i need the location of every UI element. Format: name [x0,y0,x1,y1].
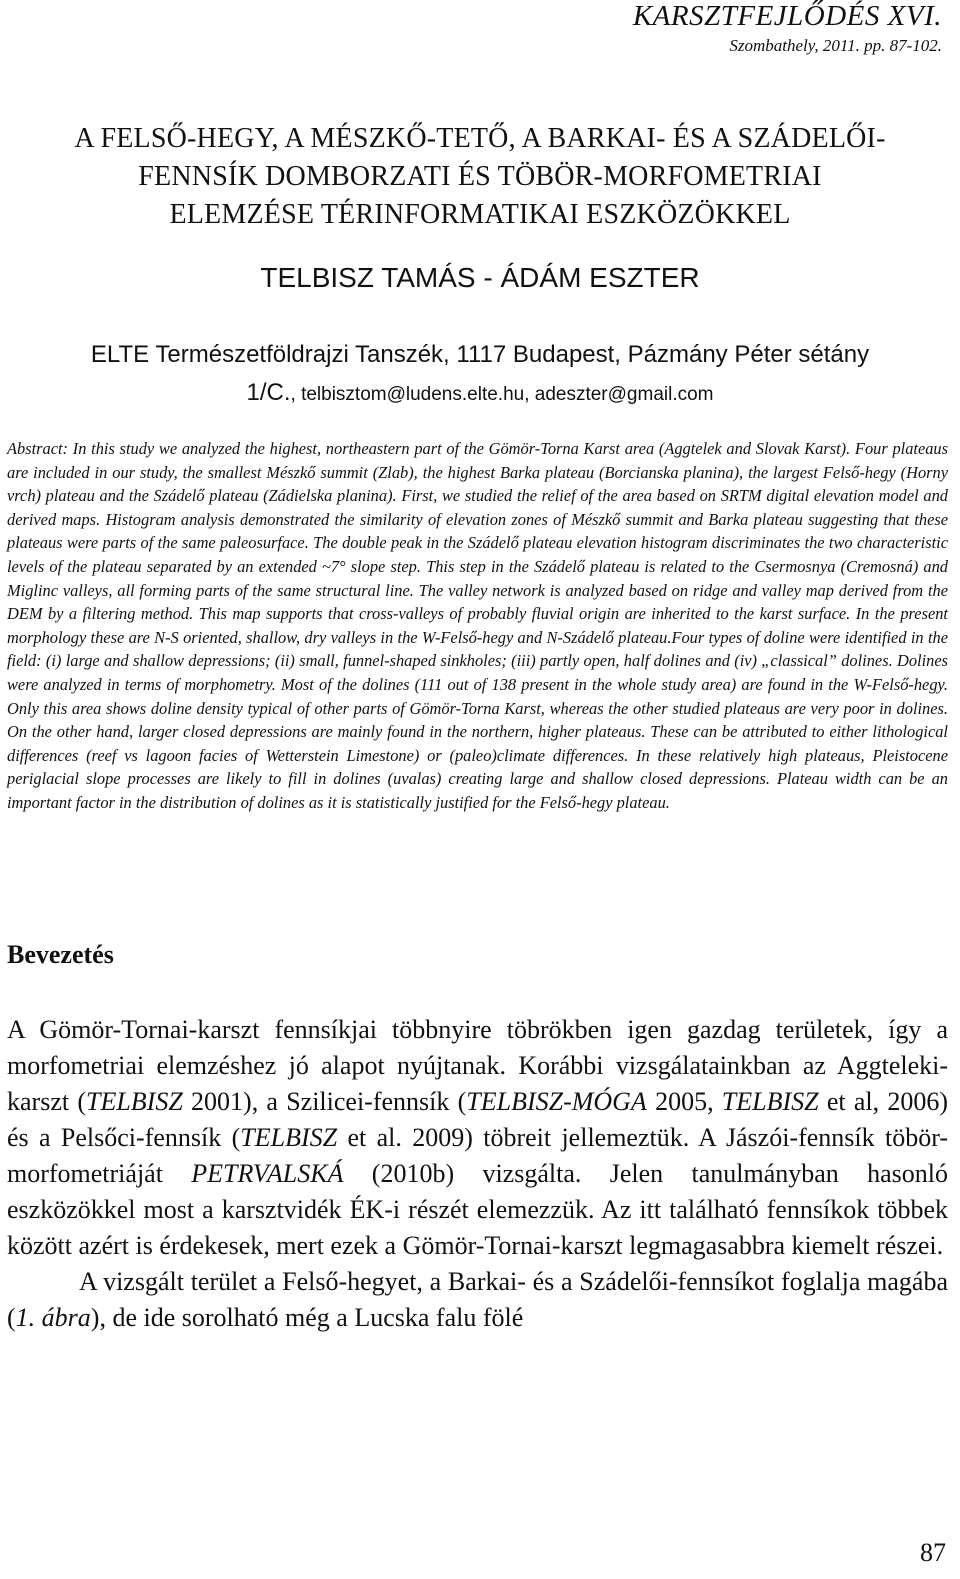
figure-reference: 1. ábra [15,1303,91,1332]
abstract: Abstract: In this study we analyzed the highest, northeastern part of the Gömör-Torna Karst area (Aggtelek and Slovak Karst). Four plateaus are included in our study, the smallest Mészkő summit (Zlab), the highest Barka plateau (Borcianska planina), the largest Felső-hegy (Horny vrch) plateau and the Szádelő plateau (Zádielska planina). First, we studied the relief of the area based on SRTM digital elevation model and derived maps. Histogram analysis demonstrated the similarity of elevation zones of Mészkő summit and Barka plateau suggesting that these plateaus were parts of the same paleosurface. The double peak in the Szádelő plateau elevation histogram discriminates the two characteristic levels of the plateau separated by an extended ~7° slope step. This step in the Szádelő plateau is related to the Csermosnya (Cremosná) and Miglinc valleys, all forming parts of the same structural line. The valley network is analyzed based on ridge and valley map derived from the DEM by a filtering method. This map supports that cross-valleys of probably fluvial origin are inherited to the karst surface. In the present morphology these are N-S oriented, shallow, dry valleys in the W-Felső-hegy and N-Szádelő plateau.Four types of doline were identified in the field: (i) large and shallow depressions; (ii) small, funnel-shaped sinkholes; (iii) partly open, half dolines and (iv) „classical” dolines. Dolines were analyzed in terms of morphometry. Most of the dolines (111 out of 138 present in the whole study area) are found in the W-Felső-hegy. Only this area shows doline density typical of other parts of Gömör-Torna Karst, whereas the other studied plateaus are very poor in dolines. On the other hand, larger closed depressions are mainly found in the northern, higher plateaus. These can be attributed to either lithological differences (reef vs lagoon facies of Wetterstein Limestone) or (paleo)climate differences. In these relatively high plateaus, Pleistocene periglacial slope processes are likely to fill in dolines (uvalas) creating large and shallow closed depressions. Plateau width can be an important factor in the distribution of dolines as it is statistically justified for the Felső-hegy plateau. [7,439,948,812]
running-head [633,2,942,54]
author-emails: , telbisztom@ludens.elte.hu, adeszter@gmail.com [290,384,714,405]
citation-telbisz-moga: TELBISZ-MÓGA [466,1087,647,1116]
authors: TELBISZ TAMÁS - ÁDÁM ESZTER [260,262,700,293]
p1-text-2: 2001), a Szilicei-fennsík ( [182,1087,467,1116]
citation-telbisz-2006: TELBISZ [721,1087,819,1116]
p1-text-4: et al, 2006) és a Pelsőci-fennsík ( [7,1087,948,1152]
citation-telbisz-2001: TELBISZ [85,1087,183,1116]
journal-title: KARSZTFEJLŐDÉS XVI. [632,0,942,32]
p2-text-1: A vizsgált terület a Felső-hegyet, a Barkai- és a Szádelői-fennsíkot foglalja magába ( [7,1267,948,1332]
paper-title-line-1: A FELSŐ-HEGY, A MÉSZKŐ-TETŐ, A BARKAI- ÉS A SZÁDELŐI- [74,123,886,154]
p1-text-1: A Gömör-Tornai-karszt fennsíkjai többnyire töbrökben igen gazdag területek, így a morfometriai elemzéshez jó alapot nyújtanak. Korábbi vizsgálatainkban az Aggteleki-karszt ( [7,1015,948,1116]
paragraph-1 [7,1012,948,1264]
paper-title [0,120,960,234]
p1-text-3: 2005, [646,1087,722,1116]
body-text [7,1012,948,1336]
p1-text-6: (2010b) vizsgálta. Jelen tanulmányban hasonló eszközökkel most a karsztvidék ÉK-i részét elemezzük. Az itt található fennsíkok többek között azért is érdekesek, mert ezek a Gömör-Tornai-karszt legmagasabbra kiemelt részei. [7,1159,949,1260]
paper-title-line-2: FENNSÍK DOMBORZATI ÉS TÖBÖR-MORFOMETRIAI [138,161,822,192]
citation-telbisz-2009: TELBISZ [240,1123,338,1152]
page-number: 87 [920,1538,946,1567]
affiliation [0,336,960,414]
affiliation-line-1: ELTE Természetföldrajzi Tanszék, 1117 Budapest, Pázmány Péter sétány [90,341,870,368]
journal-citation: Szombathely, 2011. pp. 87-102. [729,36,942,55]
affiliation-address: 1/C. [246,379,291,406]
section-heading: Bevezetés [7,940,114,969]
p1-text-5: et al. 2009) töbreit jellemeztük. A Jászói-fennsík töbör-morfometriáját [7,1123,948,1188]
paper-title-line-3: ELEMZÉSE TÉRINFORMATIKAI ESZKÖZÖKKEL [169,199,791,230]
paragraph-2 [7,1264,948,1336]
citation-petrvalska: PETRVALSKÁ [191,1159,344,1188]
p2-text-2: ), de ide sorolható még a Lucska falu fölé [90,1303,524,1332]
